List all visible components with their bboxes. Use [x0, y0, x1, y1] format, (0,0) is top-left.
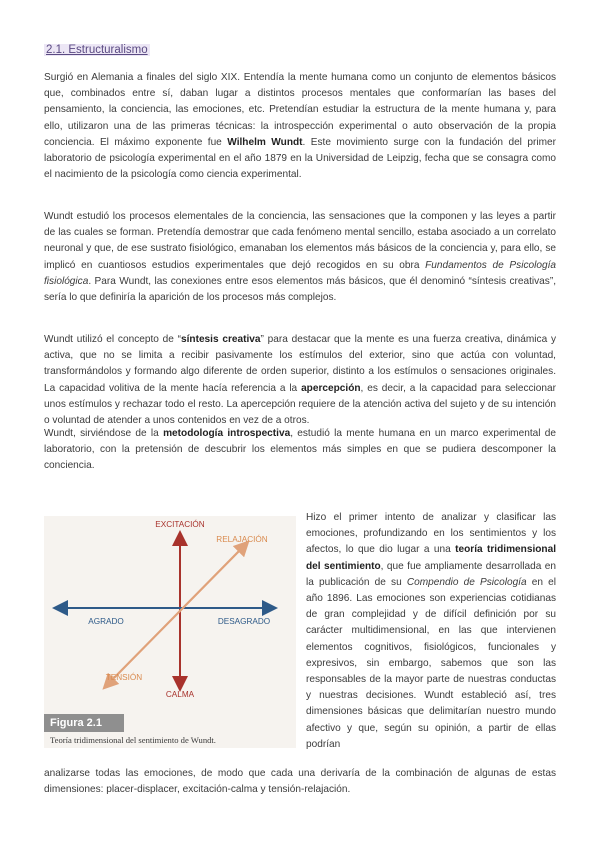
text: en el año 1896. Las emociones son experiencias cotidianas de gran complejidad y de difícil definición por su carácter multidimensional, en las que intervienen elementos cognitivos, fisiológicos, funcionales y expresivos, sin embargo, sabemos que son las responsables de la mayor parte de nuestras conductas y nuestras decisiones. Wundt estableció así, tres dimensiones básicas que delimitarían nuestro mundo afectivo y que, según su opinión, a partir de ellas podrían: [306, 576, 557, 750]
bold-term: síntesis creativa: [181, 334, 261, 345]
text: . Para Wundt, las conexiones entre esos elementos más básicos, que él denominó “síntesis creativas”, sería lo que definiría la aparición de los procesos más complejos.: [44, 275, 556, 304]
text: . Este movimiento surge con la fundación del primer laboratorio de psicología experimental en el año 1879 en la Universidad de Leipzig, fecha que se consagra como el nacimiento de la psicología como ciencia experimental.: [44, 136, 556, 181]
text: analizarse todas las emociones, de modo que cada una derivaría de la combinación de algunas de estas dimensiones: placer-displacer, excitación-calma y tensión-relajación.: [44, 768, 556, 796]
label-relaxation: RELAJACIÓN: [216, 535, 268, 544]
label-calm: CALMA: [165, 690, 195, 699]
label-tension: TENSIÓN: [105, 673, 143, 682]
section-title: 2.1. Estructuralismo: [46, 44, 148, 56]
bold-term: metodología introspectiva: [163, 428, 291, 439]
bold-term: Wilhelm Wundt: [227, 136, 303, 148]
figure-caption: Teoría tridimensional del sentimiento de Wundt.: [50, 735, 216, 745]
figure-label: Figura 2.1: [44, 714, 124, 732]
paragraph-6: [44, 766, 556, 798]
italic-title: Fundamentos de Psicología fisiológica: [44, 259, 556, 287]
text: , estudió la mente humana en un marco experimental de laboratorio, con la pretensión de descubrir los elementos más simples en que se pudiera descomponer la conciencia.: [44, 428, 556, 472]
text: Wundt estudió los procesos elementales de la conciencia, las sensaciones que la componen y las leyes a partir de las cuales se forman. Pretendía demostrar que cada fenómeno mental sencillo, estaba asociado a un correlato neuronal y que, de ese sustrato fisiológico, emanaban los elementos más básicos de la conciencia y, para ello, se implicó en cuantiosos estudios experimentales que dejó recogidos en su obra: [44, 211, 556, 271]
text: Wundt utilizó el concepto de “: [44, 334, 181, 345]
text: ” para destacar que la mente es una fuerza creativa, dinámica y activa, que no se limita a recibir pasivamente los estímulos del exterior, sino que actúa con voluntad, transformándolos y formando algo diferente de orden superior, distinto a los estímulos o sensaciones originales. La capacidad volitiva de la mente hacía referencia a la: [44, 334, 557, 394]
figure-emotion-dimensions: [44, 516, 296, 748]
italic-title: Compendio de Psicología: [406, 576, 527, 588]
paragraph-2: [44, 209, 556, 306]
bold-term: teoría tridimensional del sentimiento: [306, 544, 557, 572]
text: , es decir, a la capacidad para seleccionar unos estímulos y rechazar todo el resto. La apercepción requiere de la atención activa del sujeto y de su intención o voluntad de atender a unos contenidos en vez de a otros.: [44, 382, 557, 427]
text: , que fue ampliamente desarrollada en la publicación de su: [306, 560, 556, 588]
label-displeasure: DESAGRADO: [217, 617, 271, 626]
paragraph-1: [44, 70, 556, 183]
paragraph-3: [44, 332, 556, 429]
text: Hizo el primer intento de analizar y clasificar las emociones, profundizando en los sentimientos y los afectos, lo que dio lugar a una: [306, 512, 556, 556]
paragraph-5: [306, 510, 556, 753]
label-excitation: EXCITACIÓN: [155, 520, 205, 529]
label-pleasure: AGRADO: [88, 617, 124, 626]
text: Surgió en Alemania a finales del siglo XIX. Entendía la mente humana como un conjunto de elementos básicos que, combinados entre sí, daban lugar a distintos procesos mentales que conformarían las bases del pensamiento, la conciencia, las emociones, etc. Pretendían estudiar la estructura de la mente humana y, para ello, utilizaron una de las primeras técnicas: la introspección experimental o auto observación de la propia conciencia. El máximo exponente fue: [44, 72, 556, 148]
text: Wundt, sirviéndose de la: [44, 428, 164, 439]
paragraph-4: [44, 426, 556, 475]
bold-term: apercepción: [301, 382, 361, 394]
